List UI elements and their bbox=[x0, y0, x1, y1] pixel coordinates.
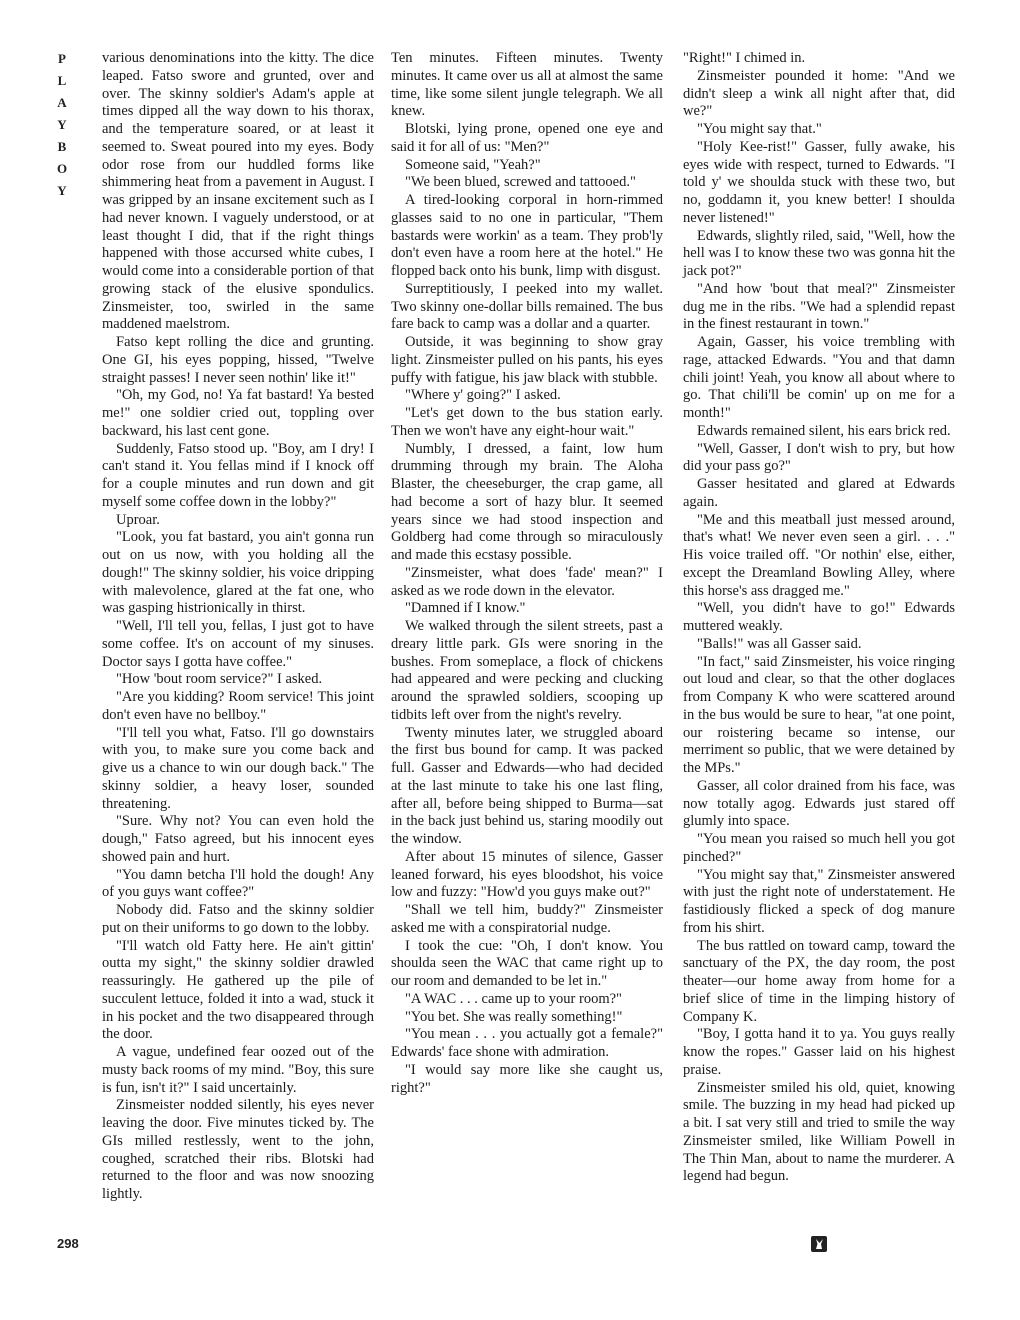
paragraph: Edwards, slightly riled, said, "Well, how the hell was I to know these two was gonna hit the jack pot?" bbox=[683, 227, 955, 279]
paragraph: Someone said, "Yeah?" bbox=[405, 156, 541, 173]
paragraph: "Well, you didn't have to go!" Edwards muttered weakly. bbox=[683, 600, 955, 634]
paragraph: "You mean you raised so much hell you got pinched?" bbox=[683, 831, 955, 865]
paragraph: "We been blued, screwed and tattooed." bbox=[405, 174, 636, 191]
page-number: 298 bbox=[57, 1236, 79, 1251]
paragraph: "Shall we tell him, buddy?" Zinsmeister asked me with a conspiratorial nudge. bbox=[391, 902, 663, 936]
paragraph: "Holy Kee-rist!" Gasser, fully awake, his eyes wide with respect, turned to Edwards. "I told y' we shoulda stuck with these two, but no, goddamn it, you knew better! I shoulda never listened!" bbox=[683, 138, 955, 226]
paragraph: Numbly, I dressed, a faint, low hum drumming through my brain. The Aloha Blaster, the cheeseburger, the crap game, all had become a sort of hazy blur. It seemed years since we had stood inspection and Goldberg had come through so miraculously and made this ecstasy possible. bbox=[391, 440, 663, 563]
paragraph: "I would say more like she caught us, right?" bbox=[391, 1061, 663, 1096]
paragraph: "Zinsmeister, what does 'fade' mean?" I asked as we rode down in the elevator. bbox=[391, 564, 663, 599]
paragraph: "You might say that," Zinsmeister answered with just the right note of understatement. He fastidiously flicked a speck of dog manure from his shirt. bbox=[683, 866, 955, 936]
magazine-side-title bbox=[55, 48, 69, 202]
side-title-letter: O bbox=[56, 161, 68, 176]
paragraph: "You bet. She was really something!" bbox=[405, 1008, 623, 1025]
rabbit-head-end-mark-icon bbox=[811, 1236, 827, 1252]
paragraph: Ten minutes. Fifteen minutes. Twenty minutes. It came over us all at almost the same time, like some silent jungle telegraph. We all knew. bbox=[391, 50, 663, 120]
paragraph: "You damn betcha I'll hold the dough! Any of you guys want coffee?" bbox=[102, 866, 374, 901]
paragraph: Uproar. bbox=[116, 511, 160, 528]
paragraph: Again, Gasser, his voice trembling with rage, attacked Edwards. "You and that damn chili joint! Yeah, you know all about where to go. That chili'll be comin' up on me for a month!" bbox=[683, 334, 955, 421]
paragraph: "You might say that." bbox=[697, 121, 822, 137]
paragraph: "A WAC . . . came up to your room?" bbox=[405, 990, 622, 1007]
paragraph: "Oh, my God, no! Ya fat bastard! Ya bested me!" one soldier cried out, toppling over backward, his last cent gone. bbox=[102, 387, 374, 439]
side-title-letter: Y bbox=[57, 117, 67, 132]
paragraph: Zinsmeister nodded silently, his eyes never leaving the door. Five minutes ticked by. The GIs milled restlessly, went to the john, coughed, scratched their ribs. Blotski had returned to the floor and was now snoozing lightly. bbox=[102, 1097, 374, 1202]
paragraph: "Me and this meatball just messed around, that's what! We never even seen a girl. . . ." His voice trailed off. "Or nothin' else, either, except the Dreamland Bowling Alley, where this horse's ass dragged me." bbox=[683, 511, 955, 599]
side-title-letter: A bbox=[57, 95, 67, 110]
paragraph: "Where y' going?" I asked. bbox=[405, 387, 561, 404]
paragraph: Nobody did. Fatso and the skinny soldier put on their uniforms to go down to the lobby. bbox=[102, 902, 374, 936]
paragraph: "Right!" I chimed in. bbox=[683, 50, 806, 66]
paragraph: "In fact," said Zinsmeister, his voice ringing out loud and clear, so that the other doglaces from Company K who were scattered around in the bus would be sure to hear, "at one point, our roistering became so intense, our merriment so public, that we were detained by the MPs." bbox=[683, 653, 955, 776]
text-column-2 bbox=[391, 50, 663, 1097]
paragraph: "You mean . . . you actually got a female?" Edwards' face shone with admiration. bbox=[391, 1026, 663, 1060]
paragraph: Blotski, lying prone, opened one eye and said it for all of us: "Men?" bbox=[391, 121, 663, 155]
paragraph: Outside, it was beginning to show gray light. Zinsmeister pulled on his pants, his eyes puffy with fatigue, his jaw black with stubble. bbox=[391, 334, 663, 386]
paragraph: Gasser, all color drained from his face, was now totally agog. Edwards just stared off glumly into space. bbox=[683, 777, 955, 830]
paragraph: Twenty minutes later, we struggled aboard the first bus bound for camp. It was packed full. Gasser and Edwards—who had decided at the last minute to take his one last fling, after all, before being shipped to Burma—sat in the back just behind us, staring moodily out the window. bbox=[391, 724, 663, 847]
side-title-letter: Y bbox=[57, 183, 67, 198]
paragraph: "Let's get down to the bus station early. Then we won't have any eight-hour wait." bbox=[391, 405, 663, 439]
paragraph: A vague, undefined fear oozed out of the musty back rooms of my mind. "Boy, this sure is fun, isn't it?" I said uncertainly. bbox=[102, 1044, 374, 1096]
paragraph: Suddenly, Fatso stood up. "Boy, am I dry! I can't stand it. You fellas mind if I knock off for a couple minutes and run down and git myself some coffee down in the lobby?" bbox=[102, 440, 374, 510]
paragraph: Surreptitiously, I peeked into my wallet. Two skinny one-dollar bills remained. The bus fare back to camp was a dollar and a quarter. bbox=[391, 280, 663, 333]
paragraph: Gasser hesitated and glared at Edwards again. bbox=[683, 476, 955, 510]
side-title-letter: P bbox=[58, 51, 66, 66]
paragraph: "Damned if I know." bbox=[405, 600, 526, 617]
paragraph: Fatso kept rolling the dice and grunting. One GI, his eyes popping, hissed, "Twelve straight passes! I never seen nothin' like it!" bbox=[102, 334, 374, 386]
paragraph: "Well, Gasser, I don't wish to pry, but how did your pass go?" bbox=[683, 440, 955, 475]
paragraph: "Balls!" was all Gasser said. bbox=[697, 635, 862, 652]
text-column-1 bbox=[102, 50, 374, 1204]
paragraph: "Are you kidding? Room service! This joint don't even have no bellboy." bbox=[102, 689, 374, 723]
paragraph: "Look, you fat bastard, you ain't gonna run out on us now, with you holding all the dough!" The skinny soldier, his voice dripping with malevolence, glared at the fat one, who was gasping histrionically in thirst. bbox=[102, 529, 374, 617]
paragraph: We walked through the silent streets, past a dreary little park. GIs were snoring in the bushes. From someplace, a flock of chickens had appeared and were pecking and clucking around the sprawled soldiers, scooping up tidbits left over from the night's revelry. bbox=[391, 618, 663, 723]
paragraph: Zinsmeister pounded it home: "And we didn't sleep a wink all night after that, did we?" bbox=[683, 67, 955, 120]
paragraph: Zinsmeister smiled his old, quiet, knowing smile. The buzzing in my head had picked up a bit. I sat very still and tried to smile the way Zinsmeister smiled, like William Powell in The Thin Man, about to name the murderer. A legend had begun. bbox=[683, 1079, 955, 1185]
paragraph: The bus rattled on toward camp, toward the sanctuary of the PX, the day room, the post theater—our home away from home for a brief slice of time in the limping history of Company K. bbox=[683, 937, 955, 1025]
paragraph: "I'll watch old Fatty here. He ain't gittin' outta my sight," the skinny soldier drawled reassuringly. He gathered up the pile of succulent lettuce, folded it into a wad, stuck it in his pocket and the two disappeared through the door. bbox=[102, 937, 374, 1043]
side-title-letter: B bbox=[57, 139, 67, 154]
paragraph: "I'll tell you what, Fatso. I'll go downstairs with you, to make sure you come back and give us a chance to win our dough back." The skinny soldier, a heavy loser, sounded threatening. bbox=[102, 724, 374, 812]
paragraph: various denominations into the kitty. The dice leaped. Fatso swore and grunted, over and over. The skinny soldier's Adam's apple at times dipped all the way down to his thorax, and the temperature soared, or at least it seemed to. Sweat poured into my eyes. Body odor rose from our huddled forms like shimmering heat from a pavement in August. I was gripped by an insane excitement such as I had never known. I vaguely understood, or at least thought I did, that if the right things happened with those accursed white cubes, I would come into a considerable portion of that growing stack of the elusive spondulics. Zinsmeister, too, swirled in the same maddened maelstrom. bbox=[102, 50, 374, 333]
paragraph: "Well, I'll tell you, fellas, I just got to have some coffee. It's on account of my sinuses. Doctor says I gotta have coffee." bbox=[102, 618, 374, 670]
paragraph: "Boy, I gotta hand it to ya. You guys really know the ropes." Gasser laid on his highest praise. bbox=[683, 1026, 955, 1078]
paragraph: After about 15 minutes of silence, Gasser leaned forward, his eyes bloodshot, his voice low and fuzzy: "How'd you guys make out?" bbox=[391, 848, 663, 901]
side-title-letter: L bbox=[57, 73, 67, 88]
paragraph: I took the cue: "Oh, I don't know. You shoulda seen the WAC that came right up to our room and demanded to be let in." bbox=[391, 937, 663, 989]
paragraph: "How 'bout room service?" I asked. bbox=[116, 671, 323, 688]
paragraph: "Sure. Why not? You can even hold the dough," Fatso agreed, but his innocent eyes showed pain and hurt. bbox=[102, 813, 374, 865]
text-column-3 bbox=[683, 50, 955, 1186]
paragraph: A tired-looking corporal in horn-rimmed glasses said to no one in particular, "Them bastards were workin' as a team. They prob'ly don't even have a room here at the hotel." He flopped back onto his bunk, limp with disgust. bbox=[391, 192, 663, 279]
paragraph: Edwards remained silent, his ears brick red. bbox=[697, 422, 951, 439]
paragraph: "And how 'bout that meal?" Zinsmeister dug me in the ribs. "We had a splendid repast in the finest restaurant in town." bbox=[683, 280, 955, 333]
